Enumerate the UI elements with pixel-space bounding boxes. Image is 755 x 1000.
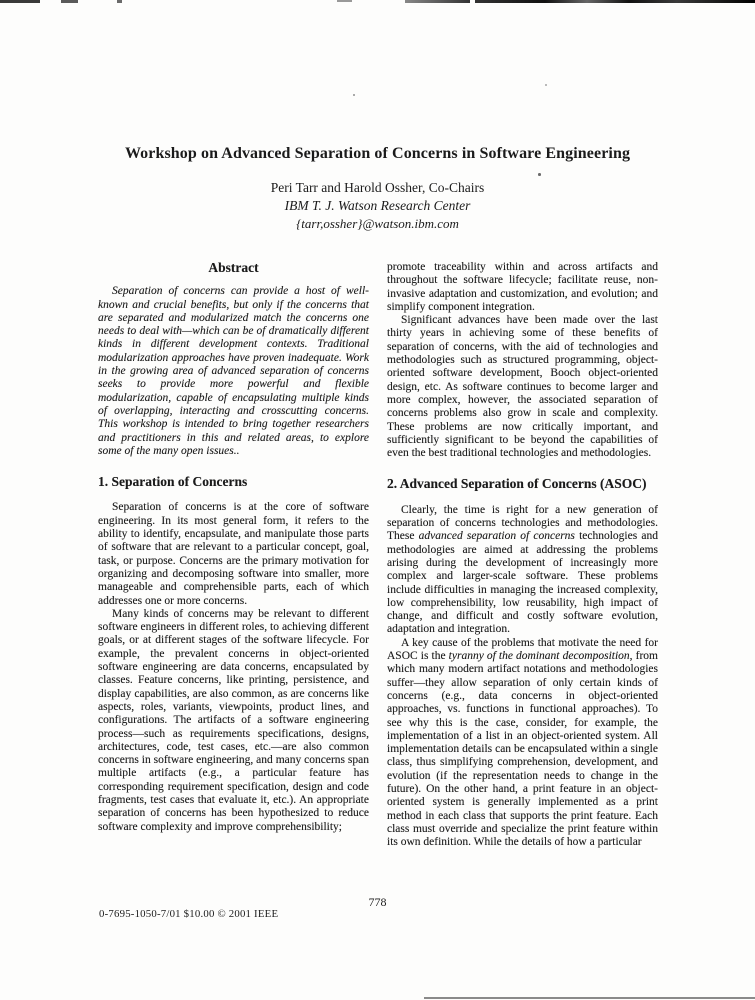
column-left (98, 261, 369, 834)
section-2-p2-text: A key cause of the problems that motivate the need for ASOC is the (387, 636, 658, 663)
paper-affiliation: IBM T. J. Watson Research Center (284, 198, 471, 213)
section-2-p1-text: Clearly, the time is right for a new generation of separation of concerns technologies and methodologies. These (387, 503, 658, 543)
column-right (387, 261, 658, 849)
section-2-p2-italic-phrase: tyranny of the dominant decomposition (448, 650, 630, 663)
section-1-paragraph-1: Separation of concerns is at the core of software engineering. In its most general form, it refers to the ability to identify, encapsulate, and manipulate those parts of software that are relevant to a particular concept, goal, task, or purpose. Concerns are the primary motivation for organizing and decomposing software into smaller, more manageable and comprehensible parts, each of which addresses one or more concerns. (98, 501, 369, 607)
abstract-body: Separation of concerns can provide a host of well-known and crucial benefits, but only if the concerns that are separated and modularized match the concerns one needs to deal with—which can be of dramatically different kinds in different development contexts. Traditional modularization approaches have proven inadequate. Work in the growing area of advanced separation of concerns seeks to provide more powerful and flexible modularization, capable of encapsulating multiple kinds of overlapping, interacting and crosscutting concerns. This workshop is intended to bring together researchers and practitioners in this and related areas, to explore some of the many open issues.. (98, 285, 369, 457)
page-number: 778 (368, 895, 387, 909)
section-2-paragraph-1 (387, 504, 658, 637)
section-1-heading: 1. Separation of Concerns (98, 474, 248, 490)
scan-artifact-top-4 (337, 0, 352, 2)
scan-artifact-top-2 (61, 0, 78, 3)
section-1-paragraph-3: Significant advances have been made over the last thirty years in achieving some of these benefits of separation of concerns, with the aid of technologies and methodologies such as structured programming, object-oriented software development, Booch object-oriented design, etc. As software continues to become larger and more complex, however, the associated separation of concerns problems also grow in scale and complexity. These problems are now critically important, and sufficiently significant to be beyond the capabilities of even the best traditional technologies and methodologies. (387, 314, 658, 460)
copyright-notice: 0-7695-1050-7/01 $10.00 © 2001 IEEE (99, 908, 279, 920)
scan-artifact-top-6 (475, 0, 755, 3)
paper-email: {tarr,ossher}@watson.ibm.com (296, 216, 459, 231)
section-1-paragraph-2: Many kinds of concerns may be relevant to different software engineers in different roles, to achieving different goals, or at different stages of the software lifecycle. For example, the prevalent concerns in object-oriented software engineering are data concerns, encapsulated by classes. Feature concerns, like printing, persistence, and display capabilities, are also common, as are concerns like aspects, roles, variants, viewpoints, product lines, and configurations. The artifacts of a software engineering process—such as requirements specifications, designs, architectures, code, test cases, etc.—are also common concerns in software engineering, and many concerns span multiple artifacts (e.g., a particular feature has corresponding requirement specification, design and code fragments, test cases that evaluate it, etc.). An appropriate separation of concerns has been hypothesized to reduce software complexity and improve comprehensibility; (98, 607, 369, 833)
abstract-heading: Abstract (208, 260, 259, 275)
section-1-paragraph-continuation: promote traceability within and across artifacts and throughout the software lifecycle; facilitate reuse, non-invasive adaptation and customization, and evolution; and simplify component integration. (387, 261, 658, 313)
scan-artifact-top-1 (0, 0, 40, 3)
scan-artifact-top-3 (117, 0, 122, 3)
section-2-paragraph-2 (387, 637, 658, 850)
paper-authors: Peri Tarr and Harold Ossher, Co-Chairs (270, 180, 485, 195)
section-2-p1-text-cont: technologies and methodologies are aimed at addressing the problems arising during the development of increasingly more complex and larger-scale software. These problems include difficulties in managing the increased complexity, low comprehensibility, low reusability, high impact of change, and difficult and costly software evolution, adaptation and integration. (387, 530, 658, 636)
section-2-p1-italic-phrase: advanced separation of concerns (418, 530, 575, 543)
section-2-p2-text-cont: , from which many modern artifact notations and methodologies suffer—they allow separation of only certain kinds of concerns (e.g., data concerns in object-oriented approaches, vs. functions in functional approaches). To see why this is the case, consider, for example, the implementation of a list in an object-oriented system. All implementation details can be encapsulated within a single class, thus simplifying comprehension, development, and evolution (if the representation needs to change in the future). On the other hand, a print feature in an object-oriented system is generally implemented as a print method in each class that supports the print feature. Each class must override and specialize the print feature within its own definition. While the details of how a particular (387, 650, 658, 849)
paper-header (0, 145, 755, 233)
scan-artifact-bottom-line (424, 997, 755, 999)
scan-speck-1 (353, 94, 355, 96)
section-2-heading: 2. Advanced Separation of Concerns (ASOC) (387, 476, 647, 492)
paper-title: Workshop on Advanced Separation of Concerns in Software Engineering (124, 145, 631, 162)
scan-artifact-top-5 (405, 0, 470, 3)
scan-speck-2 (545, 84, 547, 86)
